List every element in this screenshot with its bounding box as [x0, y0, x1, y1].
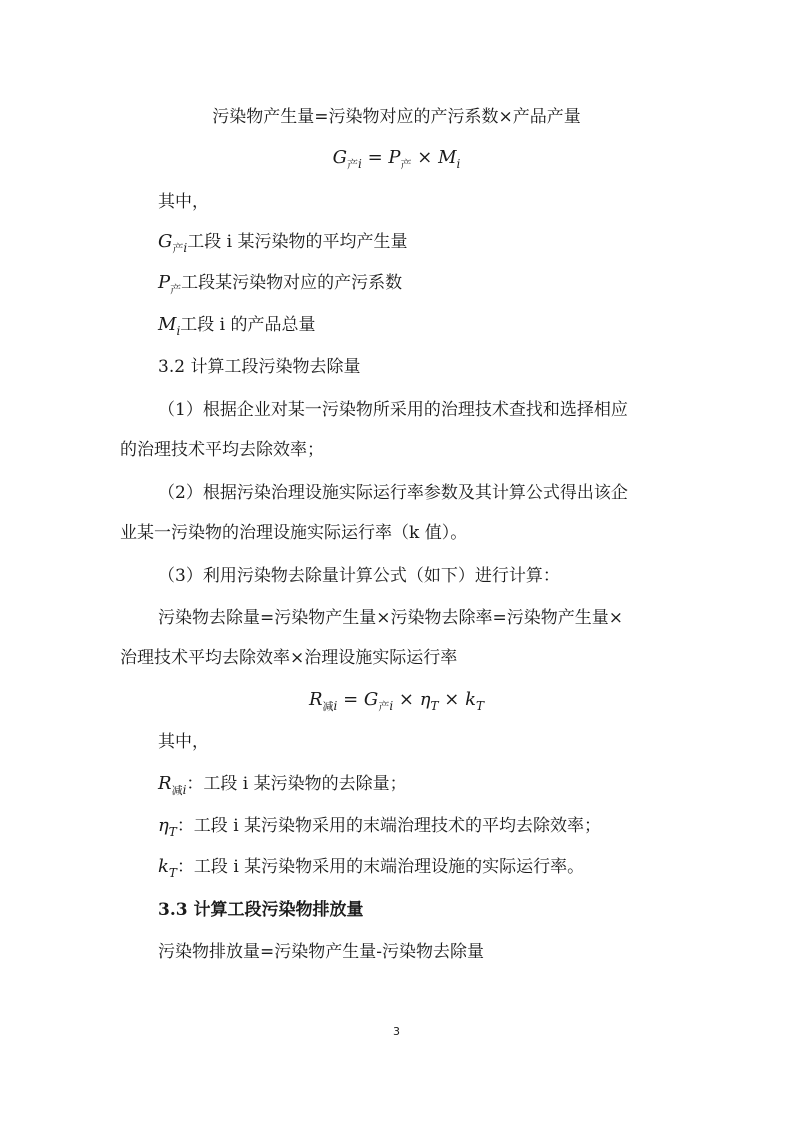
- definition-k: [158, 855, 584, 880]
- sub-T: T: [168, 825, 177, 839]
- sub-i: i: [389, 699, 394, 713]
- sub-jian: 减: [322, 700, 334, 713]
- times-sign: ×: [417, 147, 433, 168]
- page-number: 3: [393, 1025, 400, 1038]
- var-M: M: [158, 314, 177, 335]
- sub-jian: 减: [171, 784, 183, 797]
- var-k: k: [465, 689, 477, 710]
- sub-i: i: [176, 324, 181, 338]
- var-G: G: [363, 689, 379, 710]
- eq-sign: =: [367, 147, 383, 168]
- sub-chan: 产: [378, 700, 390, 713]
- qizhong-2: 其中，: [158, 732, 209, 752]
- formula-text-last: 污染物排放量=污染物产生量-污染物去除量: [158, 942, 484, 962]
- definition-R: [158, 772, 407, 798]
- formula-text-1: 污染物产生量=污染物对应的产污系数×产品产量: [212, 107, 581, 127]
- sub-i: i: [182, 783, 187, 797]
- times-sign: ×: [444, 689, 460, 710]
- qizhong-1: 其中，: [158, 192, 209, 212]
- sub-T: T: [168, 866, 177, 880]
- var-P: P: [158, 272, 171, 293]
- var-k: k: [158, 856, 169, 877]
- paragraph-4-line-2: 治理技术平均去除效率×治理设施实际运行率: [120, 648, 458, 668]
- sub-i: i: [358, 157, 362, 171]
- sub-chan: 产: [400, 158, 412, 171]
- var-eta: η: [158, 815, 169, 836]
- var-R: R: [158, 773, 172, 794]
- paragraph-1-line-2: 的治理技术平均去除效率；: [120, 440, 324, 460]
- sub-i: i: [456, 157, 461, 171]
- heading-3-2: 3.2 计算工段污染物去除量: [158, 357, 361, 377]
- eq-sign: =: [343, 689, 359, 710]
- var-G: G: [158, 231, 173, 252]
- definition-k-text: ：工段 i 某污染物采用的末端治理设施的实际运行率。: [176, 857, 585, 877]
- equation-2: [0, 688, 793, 714]
- definition-M-text: 工段 i 的产品总量: [180, 315, 316, 335]
- equation-1: [0, 146, 793, 172]
- heading-3-3: 3.3 计算工段污染物排放量: [158, 900, 364, 920]
- times-sign: ×: [398, 689, 414, 710]
- var-R: R: [308, 689, 323, 710]
- sub-T: T: [476, 699, 485, 713]
- definition-P: [158, 271, 402, 297]
- var-G: G: [332, 147, 347, 168]
- var-P: P: [388, 147, 401, 168]
- var-M: M: [438, 147, 457, 168]
- definition-P-text: 工段某污染物对应的产污系数: [181, 273, 403, 293]
- paragraph-3: （3）利用污染物去除量计算公式（如下）进行计算：: [158, 566, 560, 586]
- definition-M: [158, 313, 316, 338]
- definition-R-text: ：工段 i 某污染物的去除量；: [186, 774, 407, 794]
- paragraph-2-line-2: 业某一污染物的治理设施实际运行率（k 值）。: [120, 523, 468, 543]
- sub-chan: 产: [347, 158, 358, 171]
- definition-eta-text: ：工段 i 某污染物采用的末端治理技术的平均去除效率；: [176, 816, 602, 836]
- sub-chan: 产: [170, 283, 182, 296]
- var-eta: η: [419, 689, 431, 710]
- paragraph-4-line-1: 污染物去除量=污染物产生量×污染物去除率=污染物产生量×: [158, 608, 623, 628]
- sub-T: T: [430, 699, 439, 713]
- definition-eta: [158, 814, 601, 839]
- sub-chan: 产: [172, 242, 184, 255]
- sub-i: i: [333, 699, 338, 713]
- paragraph-1-line-1: （1）根据企业对某一污染物所采用的治理技术查找和选择相应: [158, 400, 628, 420]
- sub-i: i: [183, 241, 188, 255]
- paragraph-2-line-1: （2）根据污染治理设施实际运行率参数及其计算公式得出该企: [158, 483, 628, 503]
- definition-G: [158, 230, 407, 256]
- definition-G-text: 工段 i 某污染物的平均产生量: [187, 232, 408, 252]
